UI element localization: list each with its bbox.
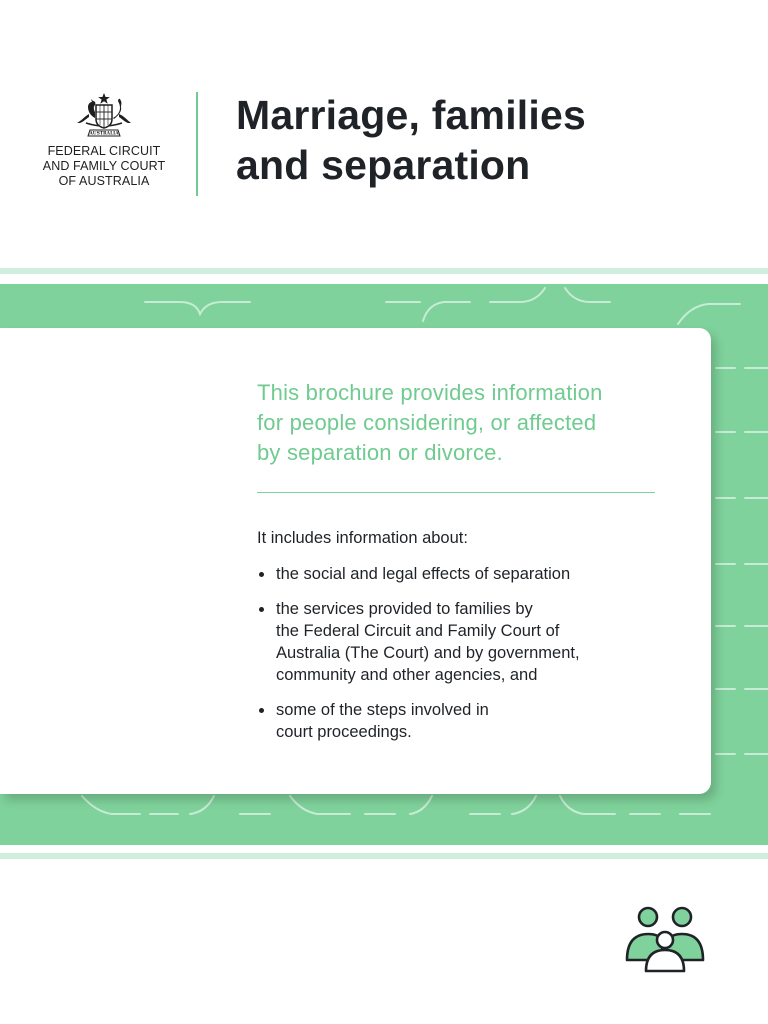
intro-line: This brochure provides information: [257, 380, 603, 405]
list-item-line: community and other agencies, and: [276, 666, 538, 684]
court-logo: [40, 92, 168, 189]
list-item: [257, 598, 677, 686]
svg-text:AUSTRALIA: AUSTRALIA: [89, 131, 119, 137]
family-people-icon: [622, 904, 708, 976]
court-name-line: AND FAMILY COURT: [42, 159, 166, 173]
court-name-line: OF AUSTRALIA: [58, 174, 150, 188]
list-item-line: the services provided to families by: [276, 600, 533, 618]
list-item: [257, 699, 677, 743]
bottom-stripe: [0, 853, 768, 859]
title-line: Marriage, families: [236, 92, 586, 138]
list-item-line: the Federal Circuit and Family Court of: [276, 622, 560, 640]
topics-list: [257, 563, 677, 756]
court-name-line: FEDERAL CIRCUIT: [47, 144, 161, 158]
intro-text: [257, 378, 677, 468]
document-title: [236, 90, 586, 190]
list-item-line: Australia (The Court) and by government,: [276, 644, 580, 662]
intro-line: by separation or divorce.: [257, 440, 503, 465]
coat-of-arms-icon: [72, 92, 136, 138]
list-item-line: the social and legal effects of separation: [276, 565, 571, 583]
header-divider: [196, 92, 198, 196]
title-line: and separation: [236, 142, 531, 188]
card-divider: [257, 492, 655, 493]
list-item-line: court proceedings.: [276, 723, 412, 741]
info-card: [0, 328, 711, 794]
includes-heading: It includes information about:: [257, 529, 468, 547]
court-name: [40, 144, 168, 189]
list-item-line: some of the steps involved in: [276, 701, 489, 719]
list-item: [257, 563, 677, 585]
top-stripe: [0, 268, 768, 274]
intro-line: for people considering, or affected: [257, 410, 597, 435]
